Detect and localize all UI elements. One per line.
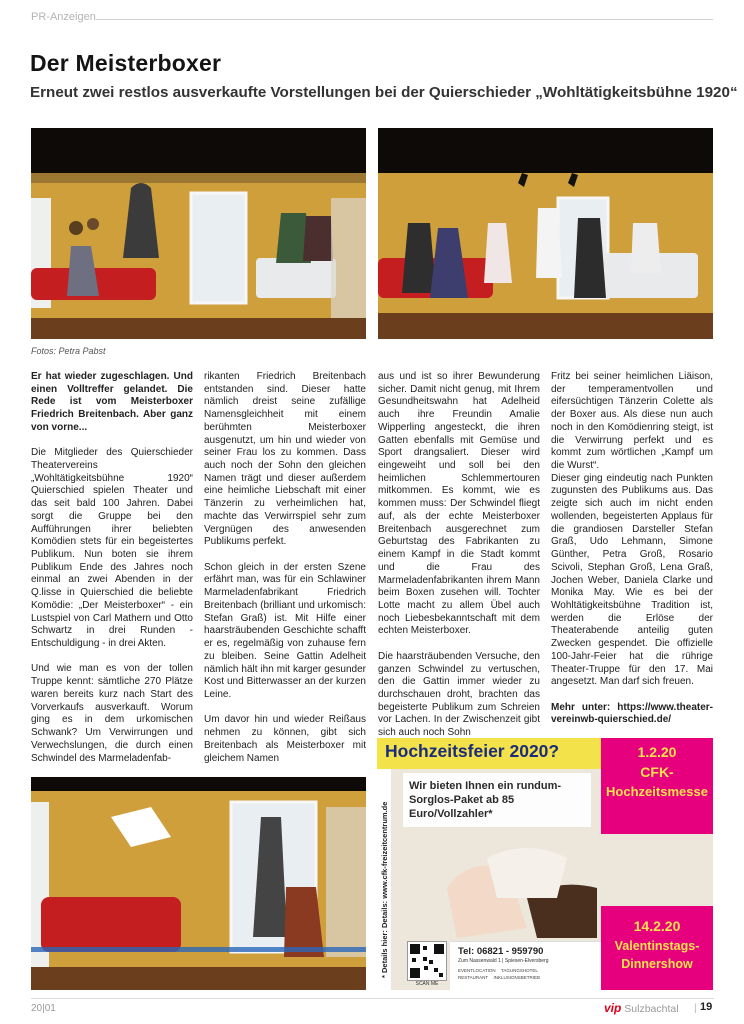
ad-event-1-line: CFK- bbox=[640, 764, 674, 780]
article-paragraph: aus und ist so ihrer Bewunderung sicher. Damit nicht genug, mit Ihrem Gesundheitswahn hat Adelheid auch ihre Freundin Amalie Wipperling angesteckt, die ihren Gatten ebenfalls mit Gemüse und Sport drangsaliert. Dieser wird eingeweiht und soll bei den heimlichen Schlemmertouren mitkommen. Es kommt, wie es kommen muss: Der Schwindel fliegt auf, als der echte Meisterboxer Breitenbach ausgerechnet zum Geburtstag des Fabrikanten zu einem Kampf in die Stadt kommt und die Frau des Marmeladenfabrikanten ihrem Mann beim Boxen zusehen will. Tochter Lotte macht zu allem Übel auch noch Liebesbekanntschaft mit dem echten Meisterboxer. bbox=[378, 371, 540, 637]
ad-event-1-date: 1.2.20 bbox=[637, 744, 677, 760]
ad-tag: TAGUNGSHOTEL bbox=[500, 968, 538, 973]
ad-event-1-name: Hochzeitsmesse bbox=[606, 784, 708, 799]
ad-address: Zum Nassenwald 1 | Spiesen-Elversberg bbox=[458, 958, 549, 964]
brand-name: Sulzbachtal bbox=[624, 1003, 679, 1015]
article-paragraph: Schon gleich in der ersten Szene erfährt man, was für ein Schlawiner Marmeladenfabrikant Friedrich Breitenbach (brilliant und urkomisch: Stefan Graß) ist. Mit Hilfe einer haarsträubenden Geschichte schafft er es, regelmäßig von zuhause fern zu bleiben. Seine Gattin Adelheit nämlich hält ihn mit karger gesunder Kost und Bitterwasser an der kurzen Leine. bbox=[204, 561, 366, 700]
ad-headline: Hochzeitsfeier 2020? bbox=[385, 741, 560, 761]
stage-photo-1-image bbox=[31, 128, 366, 339]
article-paragraph: Fritz bei seiner heimlichen Liäison, der temperamentvollen und eifersüchtigen Tänzerin Colette als der Boxer aus. Als diese nun auch noch in den Komödienring steigt, ist die Verwirrung perfekt und es kommt zum wörtlichen „Kampf um die Wurst“. bbox=[551, 371, 713, 472]
page-separator: | bbox=[694, 1002, 697, 1014]
article-column-2 bbox=[204, 371, 366, 765]
magazine-brand bbox=[604, 1001, 679, 1015]
article-paragraph: Die haarsträubenden Versuche, den ganzen Schwindel zu vertuschen, den die Gattin immer wieder zu durchschauen droht, brachten das begeisterte Publikum zum Schreien vor Lachen. In der Zwischenzeit gibt sich auch noch Sohn bbox=[378, 650, 540, 739]
article-paragraph: Die Mitglieder des Quierschieder Theatervereins „Wohltätigkeitsbühne 1920“ Quierschied spielen Theater und das seit bald 100 Jahren. Dabei sorgt die Gruppe bei den Aufführungen ihrer beliebten Komödien stets für ein begeistertes Publikum. Nun boten sie ihrem Publikum Ende des Jahres noch einmal an zwei Abenden in der Q.lisse in Quierschied die beliebte Komödie: „Der Meisterboxer“ - ein Lustspiel von Carl Mathern und Otto Schwartz in drei Runden - Entschuldigung - in drei Akten. bbox=[31, 447, 193, 650]
page-number: 19 bbox=[700, 1001, 713, 1013]
stage-photo-2 bbox=[378, 128, 713, 339]
photo-credit: Fotos: Petra Pabst bbox=[31, 346, 106, 356]
article-column-3 bbox=[378, 371, 540, 740]
stage-photo-1 bbox=[31, 128, 366, 339]
article-lead: Er hat wieder zugeschlagen. Und einen Volltreffer gelandet. Die Rede ist vom Meisterboxer Friedrich Breitenbach. Aber ganz von vorne... bbox=[31, 371, 193, 433]
brand-logo: vip bbox=[604, 1001, 622, 1015]
article-title: Der Meisterboxer bbox=[30, 50, 222, 76]
article-paragraph: Dieser ging eindeutig nach Punkten zugunsten des Publikums aus. Das zeigte sich auch im nicht enden wollenden, begeisterten Applaus für die grandiosen Darsteller Stefan Graß, Udo Lehmann, Simone Günther, Petra Groß, Rosario Scivoli, Stephan Groß, Lena Graß, Jochen Weber, Daniela Clarke und Monika May. Wie es bei der Wohltätigkeitsbühne Tradition ist, werden die Erlöse der Theaterabende anteilig guten Zwecken gespendet. Die offizielle 100-Jahr-Feier hat die rührige Theater-Truppe für den 17. Mai angesetzt. Man darf sich freuen. bbox=[551, 472, 713, 688]
article-subtitle: Erneut zwei restlos ausverkaufte Vorstellungen bei der Quierschieder „Wohltätigkeitsbühne 1920“ bbox=[30, 84, 738, 101]
ad-headline-box bbox=[377, 738, 601, 769]
stage-photo-3-image bbox=[31, 777, 366, 990]
ad-contact-box bbox=[450, 941, 601, 990]
ad-tag: EVENTLOCATION bbox=[458, 968, 496, 973]
stage-photo-2-image bbox=[378, 128, 713, 339]
ad-event-2 bbox=[601, 906, 713, 990]
section-rule bbox=[96, 19, 713, 20]
ad-website[interactable]: * Details hier: Details: www.cfk-freizeitcentrum.de bbox=[380, 801, 389, 978]
article-paragraph: Und wie man es von der tollen Truppe kennt: sämtliche 270 Plätze waren bereits kurz nach Start des Vorverkaufs ausverkauft. Worum ging es in dem urkomischen Schwank? Um Verwirrungen und Verwechslungen, die durch einen Schwindel des Marmeladenfab- bbox=[31, 663, 193, 764]
ad-event-1 bbox=[601, 738, 713, 834]
ad-tag: INKLUSIONSBETRIEB bbox=[493, 975, 540, 980]
article-column-1 bbox=[31, 371, 193, 765]
more-info-link[interactable]: Mehr unter: https://www.theater-vereinwb-quierschied.de/ bbox=[551, 701, 713, 726]
qr-code-icon[interactable] bbox=[407, 941, 447, 981]
ad-tags bbox=[458, 967, 598, 981]
ad-offer: Wir bieten Ihnen ein rundum-Sorglos-Paket ab 85 Euro/Vollzahler* bbox=[409, 780, 562, 820]
article-paragraph: rikanten Friedrich Breitenbach entstanden sind. Dieser hatte nämlich dreist seine zufällige Namensgleichheit mit einem berühmten Meisterboxer ausgenutzt, um hin und wieder von seiner Frau los zu kommen. Dass auch noch der Sohn den gleichen Namen trägt und dieser außerdem eine heimliche Liebschaft mit einer Tänzerin zu verheimlichen hat, machte das Verwirrspiel sehr zum Vergnügen des anwesenden Publikums perfekt. bbox=[204, 371, 366, 548]
qr-code-graphic bbox=[408, 942, 446, 980]
qr-scan-label: SCAN ME bbox=[415, 981, 439, 987]
ad-event-2-line: Valentinstags- bbox=[614, 939, 700, 953]
ad-event-2-name: Dinnershow bbox=[621, 957, 693, 971]
article-column-4 bbox=[551, 371, 713, 727]
advertisement[interactable] bbox=[377, 738, 713, 990]
issue-number: 20|01 bbox=[31, 1003, 56, 1014]
ad-event-2-date: 14.2.20 bbox=[633, 918, 681, 934]
ad-phone[interactable]: Tel: 06821 - 959790 bbox=[458, 946, 544, 957]
section-label: PR-Anzeigen bbox=[31, 11, 96, 23]
ad-offer-box bbox=[403, 773, 591, 827]
stage-photo-3 bbox=[31, 777, 366, 990]
footer-rule bbox=[31, 998, 714, 999]
article-paragraph: Um davor hin und wieder Reißaus nehmen zu können, gibt sich Breitenbach als Meisterboxer mit gleichem Namen bbox=[204, 714, 366, 764]
ad-tag: RESTAURANT bbox=[458, 975, 489, 980]
